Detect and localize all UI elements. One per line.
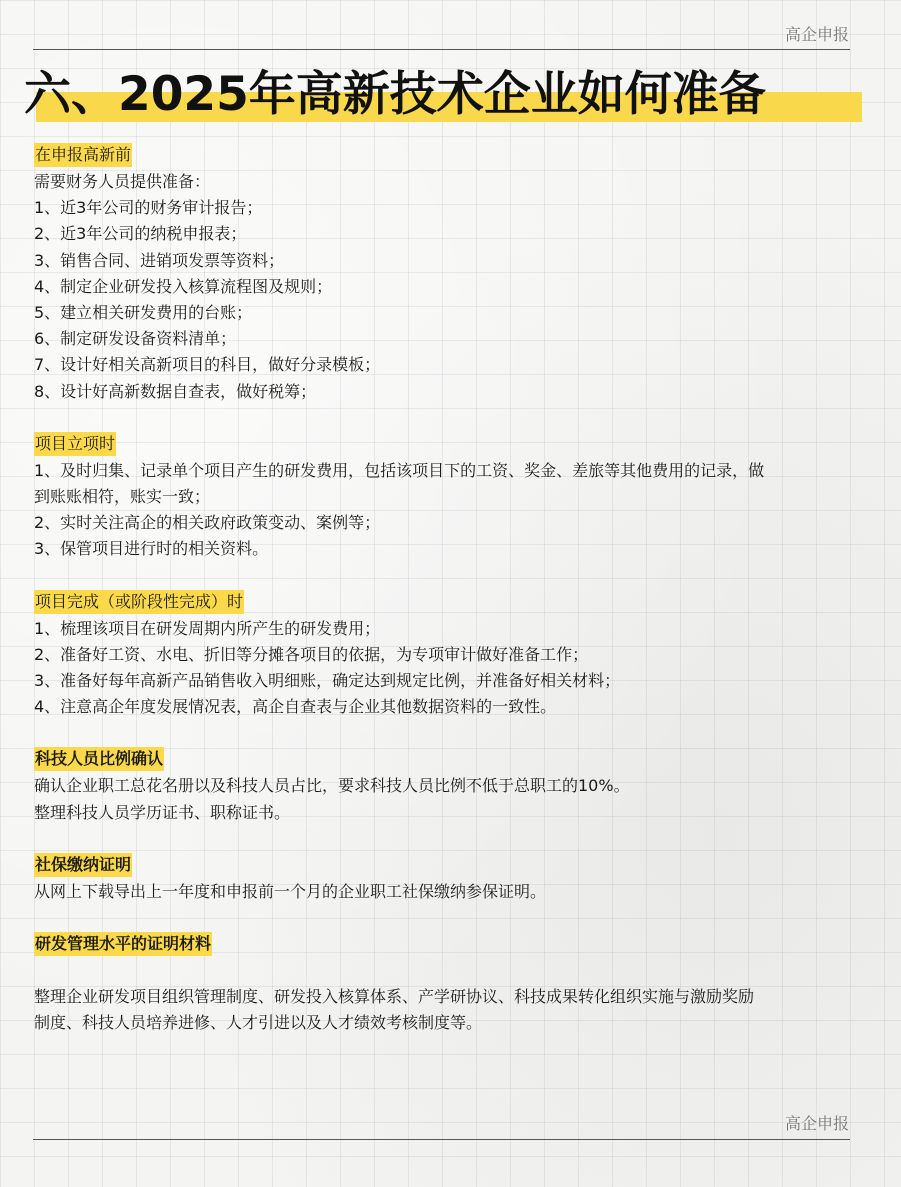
section-heading: 社保缴纳证明: [34, 853, 132, 877]
list-item: 3、保管项目进行时的相关资料。: [34, 539, 269, 559]
section-before-application: [34, 142, 892, 405]
list-item: 2、实时关注高企的相关政府政策变动、案例等；: [34, 513, 381, 533]
text-line: 整理企业研发项目组织管理制度、研发投入核算体系、产学研协议、科技成果转化组织实施与激励奖励: [34, 987, 755, 1007]
section-tech-staff-ratio: [34, 746, 892, 825]
list-item: 5、建立相关研发费用的台账；: [34, 303, 253, 323]
list-item: 3、销售合同、进销项发票等资料；: [34, 250, 285, 270]
list-item: 1、梳理该项目在研发周期内所产生的研发费用；: [34, 618, 381, 638]
brand-label-bottom: 高企申报: [784, 1114, 849, 1133]
section-rd-management: [34, 931, 892, 1036]
section-heading: 在申报高新前: [34, 143, 132, 167]
section-project-completion: [34, 589, 892, 721]
text-line: 需要财务人员提供准备：: [34, 172, 211, 191]
section-social-security: [34, 852, 892, 905]
section-heading: 项目完成（或阶段性完成）时: [34, 590, 244, 614]
list-item: 3、准备好每年高新产品销售收入明细账，确定达到规定比例，并准备好相关材料；: [34, 671, 621, 691]
section-heading: 研发管理水平的证明材料: [34, 932, 212, 956]
top-divider: [33, 49, 850, 50]
text-line: 确认企业职工总花名册以及科技人员占比，要求科技人员比例不低于总职工的10%。: [34, 776, 630, 796]
list-item: 6、制定研发设备资料清单；: [34, 329, 237, 349]
brand-label-top: 高企申报: [784, 25, 849, 44]
text-line: 制度、科技人员培养进修、人才引进以及人才绩效考核制度等。: [34, 1013, 483, 1033]
page-title: 六、2025年高新技术企业如何准备: [24, 67, 766, 122]
bottom-divider: [33, 1139, 850, 1140]
list-item: 1、近3年公司的财务审计报告；: [34, 198, 263, 218]
text-line: 整理科技人员学历证书、职称证书。: [34, 802, 291, 822]
list-item: 4、制定企业研发投入核算流程图及规则；: [34, 276, 333, 296]
list-item: 2、近3年公司的纳税申报表；: [34, 224, 247, 244]
list-item: 2、准备好工资、水电、折旧等分摊各项目的依据，为专项审计做好准备工作；: [34, 644, 589, 664]
list-item: 4、注意高企年度发展情况表，高企自查表与企业其他数据资料的一致性。: [34, 697, 557, 717]
list-item: 7、设计好相关高新项目的科目，做好分录模板；: [34, 355, 381, 375]
list-item-continuation: 到账账相符，账实一致；: [34, 487, 211, 507]
section-heading: 科技人员比例确认: [34, 747, 164, 771]
text-line: 从网上下载导出上一年度和申报前一个月的企业职工社保缴纳参保证明。: [34, 881, 547, 901]
section-heading: 项目立项时: [34, 432, 116, 456]
title-block: [24, 60, 766, 130]
list-item: 8、设计好高新数据自查表，做好税筹；: [34, 381, 317, 401]
section-project-start: [34, 431, 892, 563]
content-body: [34, 142, 892, 1036]
list-item: 1、及时归集、记录单个项目产生的研发费用，包括该项目下的工资、奖金、差旅等其他费用的记录，做: [34, 460, 765, 480]
